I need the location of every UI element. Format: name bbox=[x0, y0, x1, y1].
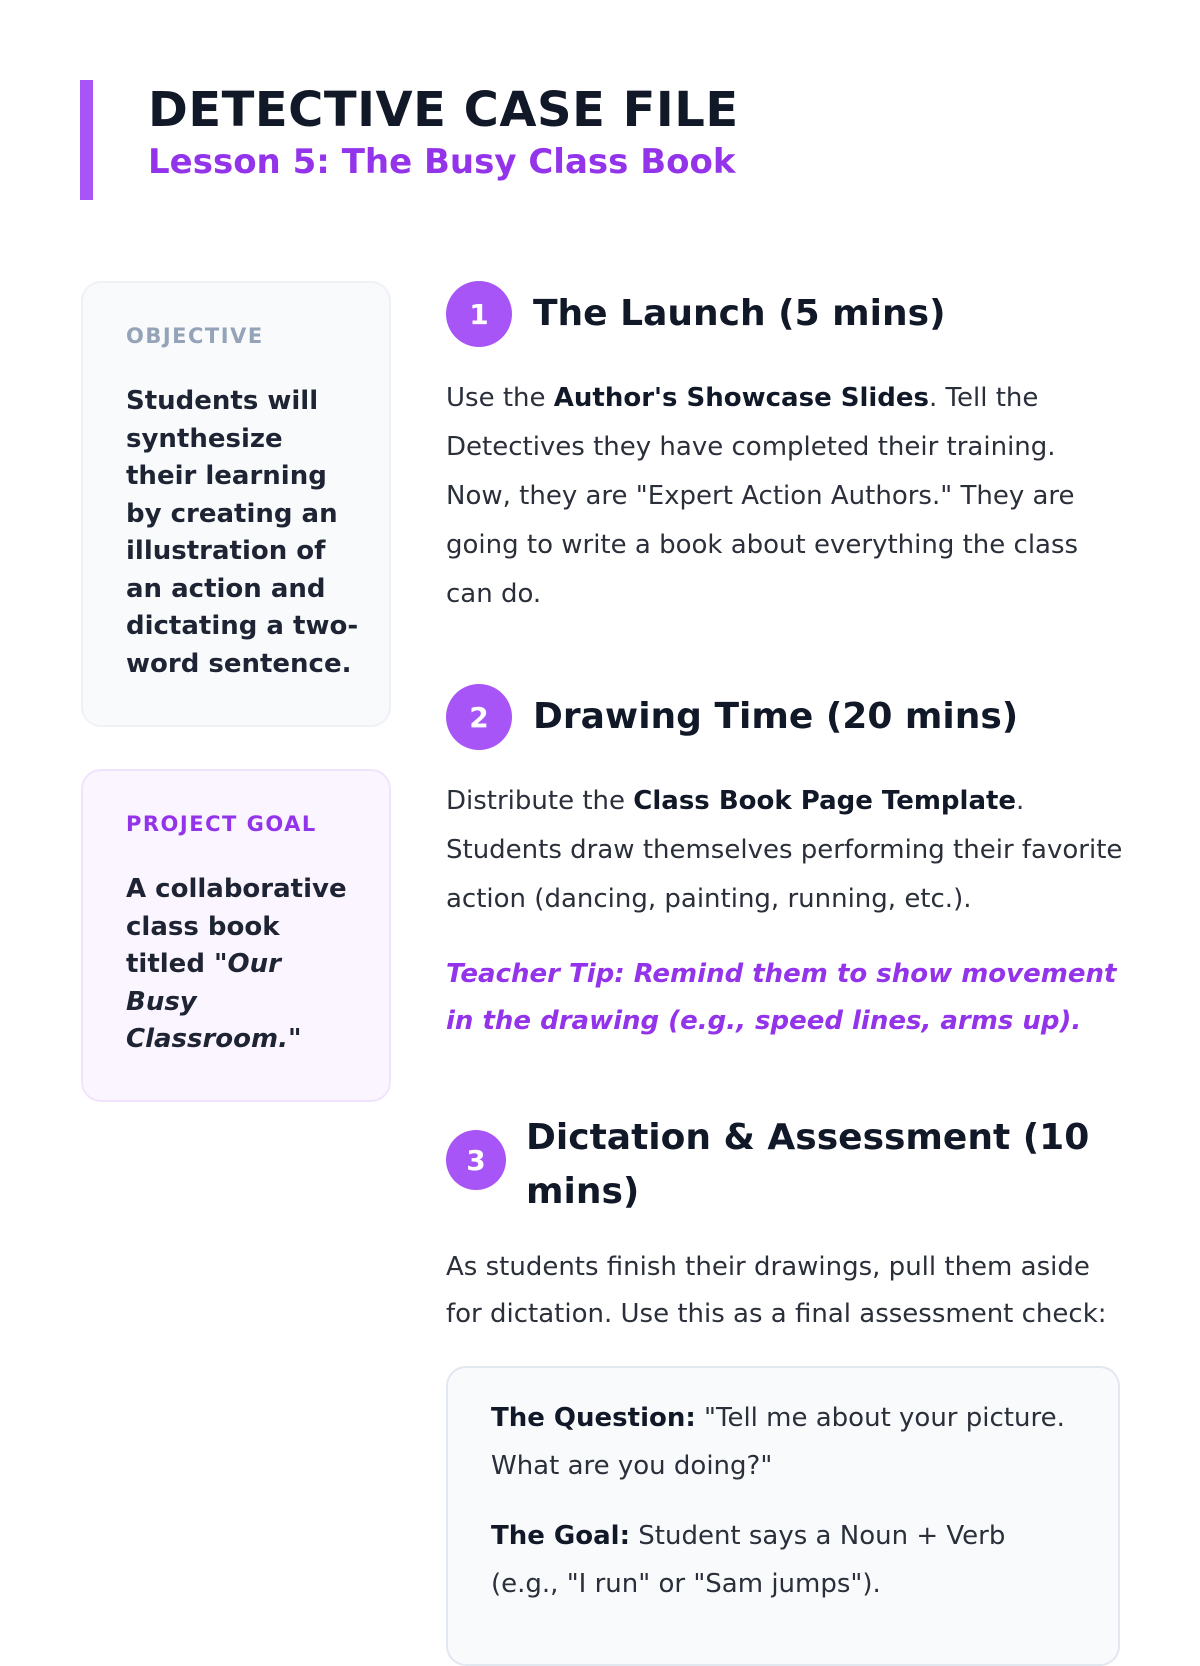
goal-label: The Goal: bbox=[491, 1521, 630, 1551]
step-2-text-part: Distribute the bbox=[446, 786, 634, 816]
page-title: DETECTIVE CASE FILE bbox=[148, 82, 739, 138]
question-label: The Question: bbox=[491, 1403, 696, 1433]
step-3-number-badge: 3 bbox=[446, 1130, 506, 1190]
objective-card bbox=[81, 281, 391, 727]
page-header bbox=[80, 80, 739, 200]
question-text: "Tell me about your picture. What are you doing?" bbox=[491, 1403, 1065, 1481]
project-goal-prefix: A collaborative class book titled bbox=[126, 874, 347, 979]
project-goal-label: PROJECT GOAL bbox=[126, 812, 317, 836]
step-2-title: Drawing Time (20 mins) bbox=[533, 696, 1019, 737]
step-3-title: Dictation & Assessment (10 mins) bbox=[526, 1117, 1090, 1212]
objective-label: OBJECTIVE bbox=[126, 324, 264, 348]
goal-text: Student says a Noun + Verb (e.g., "I run" or "Sam jumps"). bbox=[491, 1521, 1006, 1599]
assessment-check-box bbox=[446, 1366, 1120, 1666]
step-2-number-badge: 2 bbox=[446, 684, 512, 750]
step-2-text-part: . Students draw themselves performing their favorite action (dancing, painting, running, etc.). bbox=[446, 786, 1123, 914]
step-3-text: As students finish their drawings, pull them aside for dictation. Use this as a final assessment check: bbox=[446, 1252, 1107, 1329]
step-1-text bbox=[446, 374, 1126, 619]
step-1-text-part: Use the bbox=[446, 383, 554, 413]
project-goal-book-title: "Our Busy Classroom." bbox=[126, 949, 302, 1054]
step-2-text bbox=[446, 777, 1126, 924]
step-1-text-part: . Tell the Detectives they have completed their training. Now, they are "Expert Action Authors." They are going to write a book about everything the class can do. bbox=[446, 383, 1079, 609]
author-showcase-slides-reference: Author's Showcase Slides bbox=[553, 383, 930, 413]
lesson-subtitle: Lesson 5: The Busy Class Book bbox=[148, 142, 736, 182]
assessment-question bbox=[491, 1394, 1078, 1490]
project-goal-card bbox=[81, 769, 391, 1102]
objective-text: Students will synthesize their learning by creating an illustration of an action and dictating a two-word sentence. bbox=[126, 386, 359, 679]
teacher-tip: Teacher Tip: Remind them to show movement in the drawing (e.g., speed lines, arms up). bbox=[446, 959, 1117, 1036]
step-1-number-badge: 1 bbox=[446, 281, 512, 347]
project-goal-text bbox=[126, 871, 359, 1059]
step-1-title: The Launch (5 mins) bbox=[533, 293, 946, 334]
assessment-goal bbox=[491, 1512, 1078, 1608]
class-book-page-template-reference: Class Book Page Template bbox=[633, 786, 1017, 816]
